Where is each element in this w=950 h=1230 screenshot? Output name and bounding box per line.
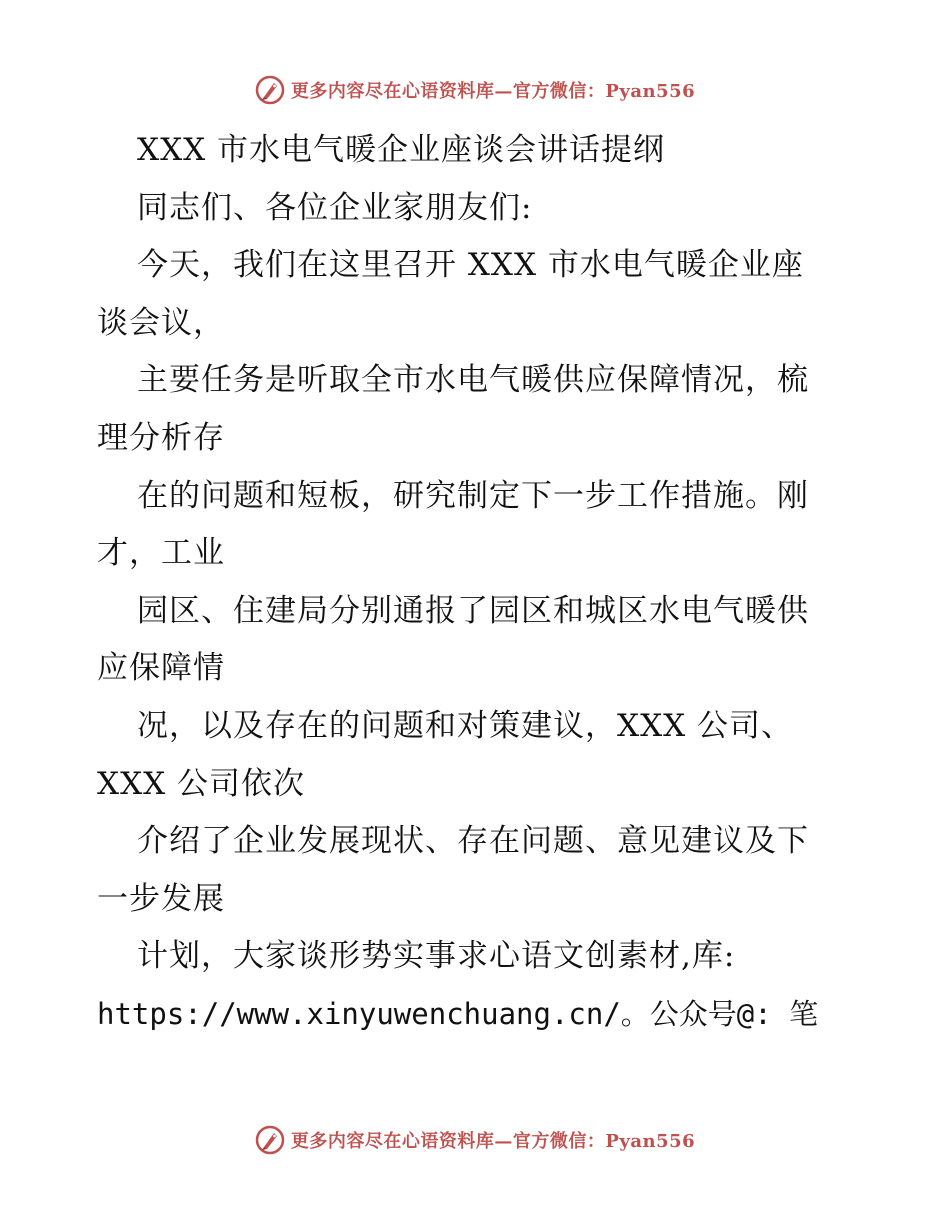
paragraph-line: 一步发展: [97, 880, 225, 917]
document-title: XXX 市水电气暖企业座谈会讲话提纲: [137, 132, 666, 168]
paragraph-line: 才，工业: [97, 535, 225, 572]
pen-nib-logo-icon: [255, 1125, 285, 1155]
pen-nib-logo-icon: [255, 75, 285, 105]
header-banner: [0, 70, 950, 110]
paragraph-line: 应保障情: [97, 650, 225, 687]
paragraph-line: 况，以及存在的问题和对策建议，XXX 公司、: [137, 707, 794, 744]
paragraph-line: 介绍了企业发展现状、存在问题、意见建议及下: [137, 823, 809, 860]
paragraph-line: 园区、住建局分别通报了园区和城区水电气暖供: [137, 592, 809, 629]
header-banner-text: 更多内容尽在心语资料库—官方微信：Pyan556: [290, 81, 696, 102]
paragraph-line: 在的问题和短板，研究制定下一步工作措施。刚: [137, 477, 809, 514]
paragraph-line: 今天，我们在这里召开 XXX 市水电气暖企业座: [137, 247, 804, 284]
document-body: [97, 122, 857, 1044]
footer-banner: [0, 1120, 950, 1160]
paragraph-line: 主要任务是听取全市水电气暖供应保障情况，梳: [137, 362, 809, 399]
url-line: https://www.xinyuwenchuang.cn/。公众号@: 笔: [97, 996, 819, 1031]
salutation: 同志们、各位企业家朋友们:: [137, 189, 533, 226]
paragraph-line: 理分析存: [97, 419, 225, 456]
paragraph-line: 谈会议，: [97, 304, 225, 341]
paragraph-line: XXX 公司依次: [97, 765, 306, 802]
footer-banner-text: 更多内容尽在心语资料库—官方微信：Pyan556: [290, 1131, 696, 1152]
paragraph-line: 计划，大家谈形势实事求心语文创素材,库:: [137, 938, 736, 975]
